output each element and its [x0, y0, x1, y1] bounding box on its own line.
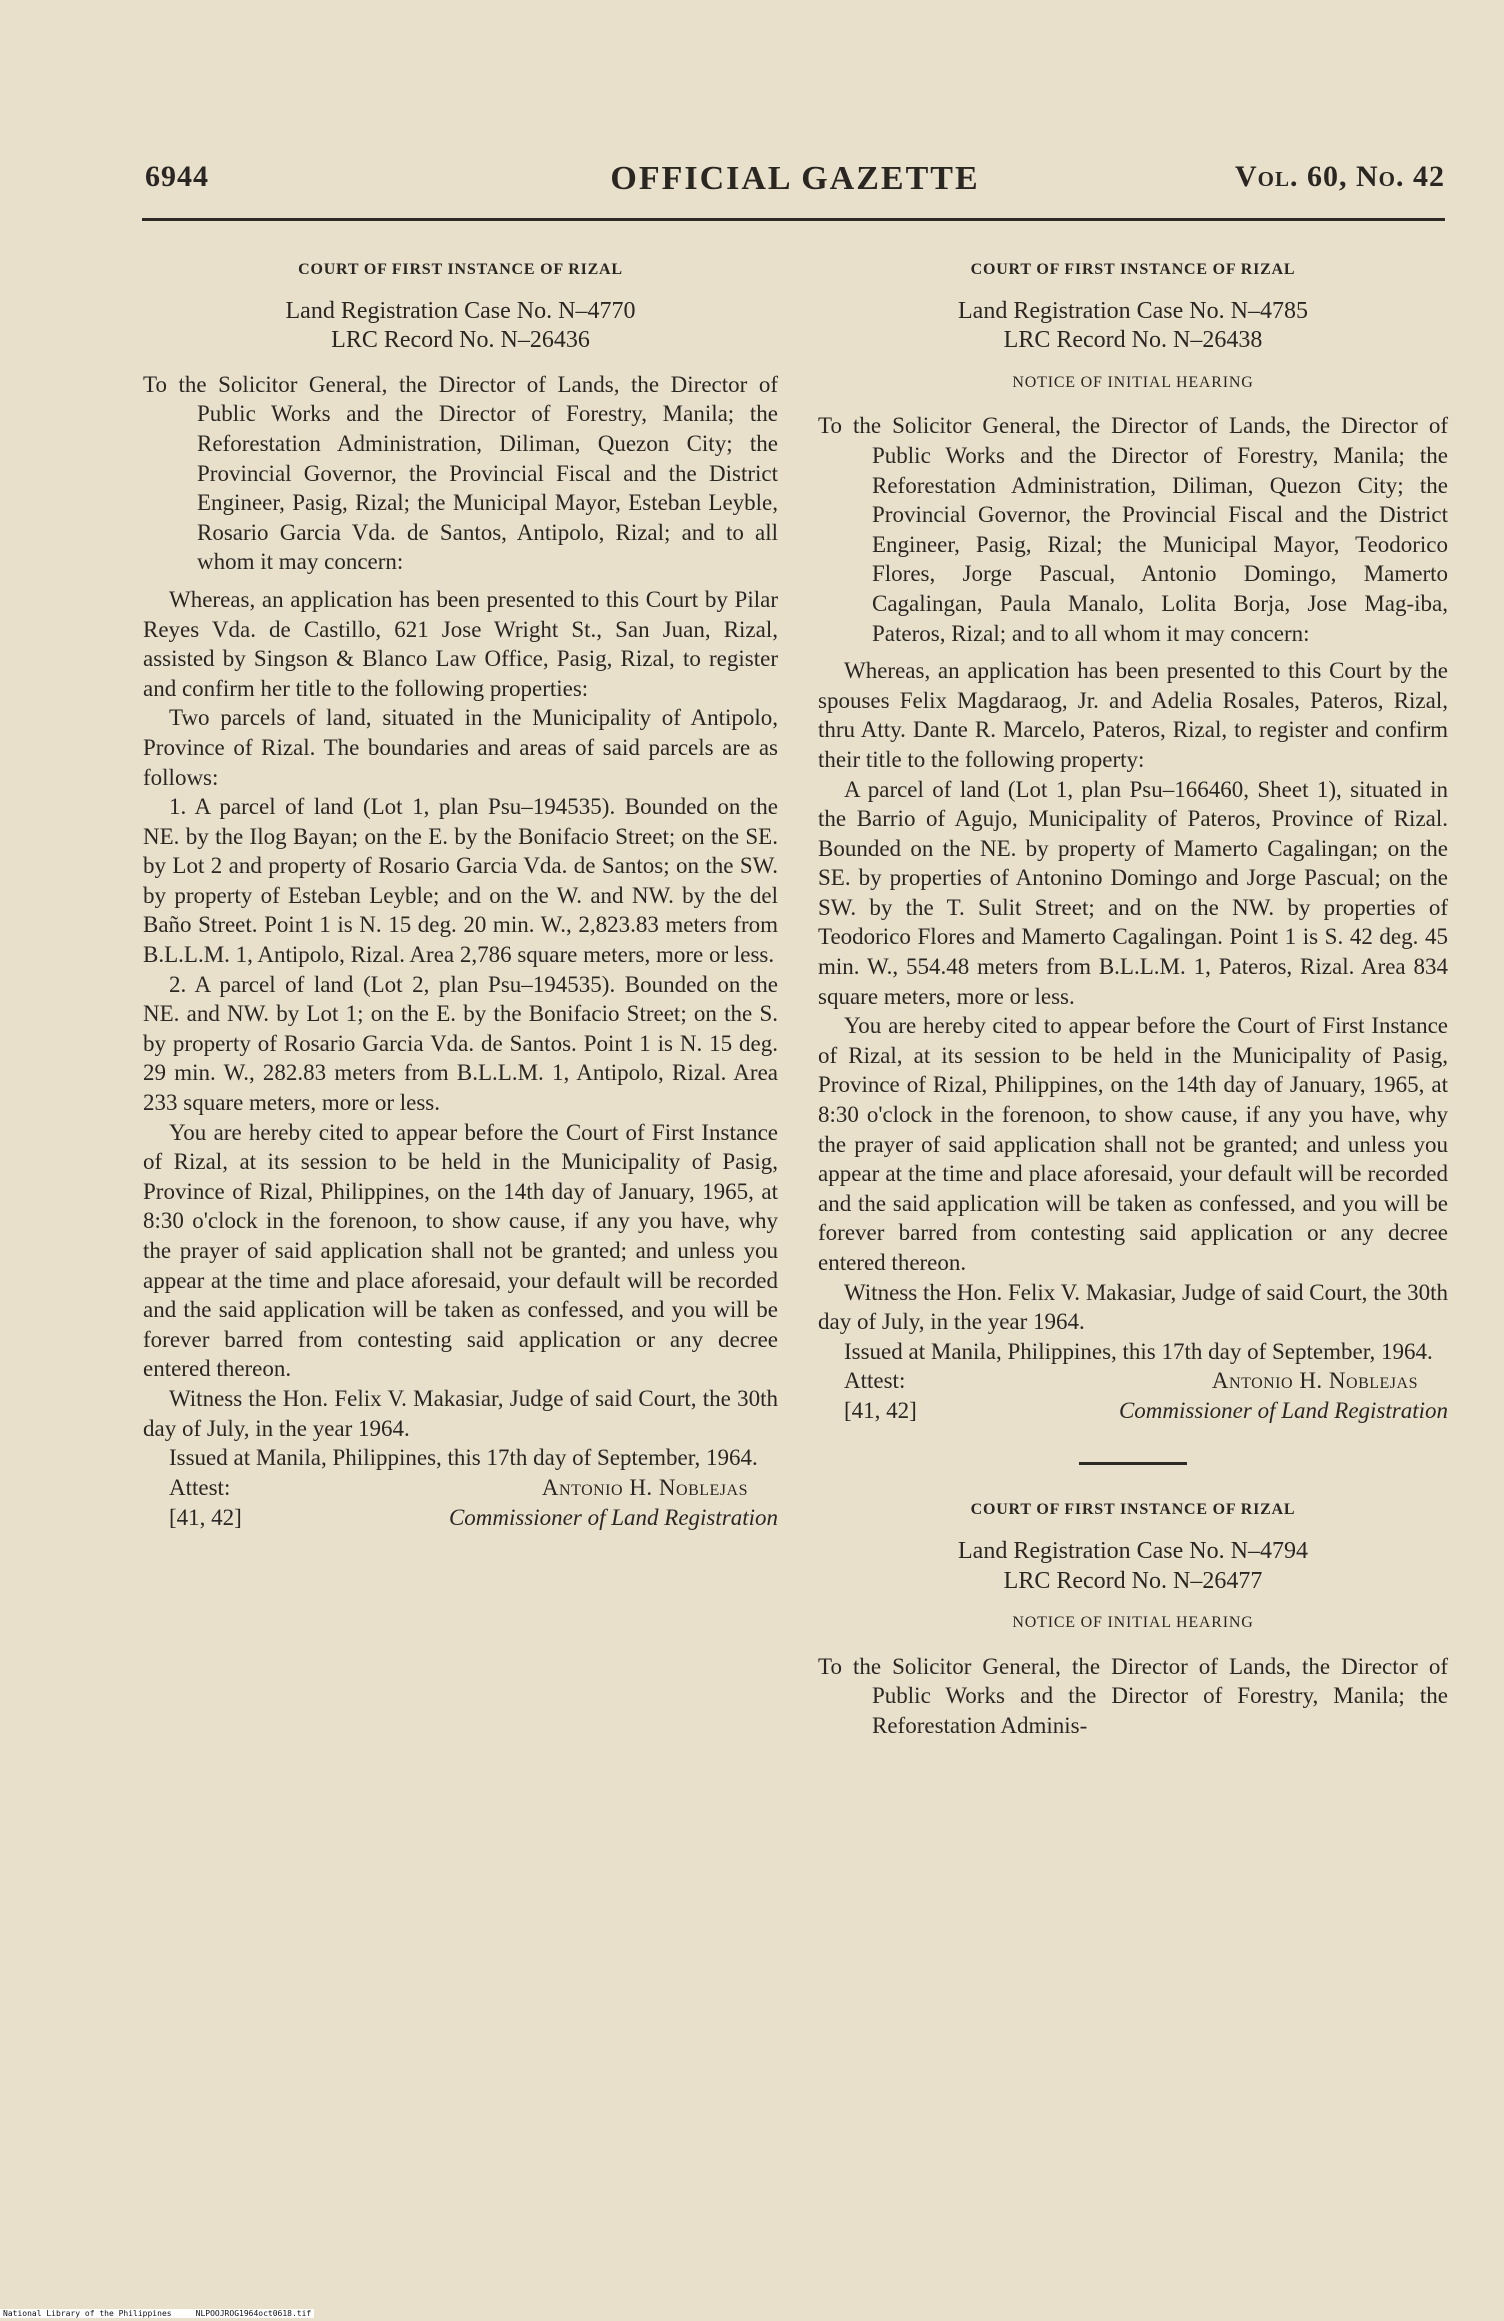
case-number: Land Registration Case No. N–4770 — [285, 297, 636, 324]
left-column — [143, 255, 778, 1533]
addressees: To the Solicitor General, the Director of Lands, the Director of Public Works and the Director of Forestry, Manila; the Reforestation Adminis- — [818, 1653, 1448, 1738]
signer-title: Commissioner of Land Registration — [1118, 1398, 1448, 1424]
attest-label: Attest: — [844, 1368, 906, 1394]
addressees: To the Solicitor General, the Director of Lands, the Director of Public Works and the Director of Forestry, Manila; the Reforestation Administration, Diliman, Quezon City; the Provincial Governor, the Provincial Fiscal and the District Engineer, Pasig, Rizal; the Municipal Mayor, Teodorico Flores, Jorge Pascual, Antonio Domingo, Mamerto Cagalingan, Paula Manalo, Lolita Borja, Jose Mag-iba, Pateros, Rizal; and to all whom it may concern: — [818, 413, 1448, 646]
paragraph: You are hereby cited to appear before the Court of First Instance of Rizal, at its session to be held in the Municipality of Pasig, Province of Rizal, Philippines, on the 14th day of January, 1965, at 8:30 o'clock in the forenoon, to show cause, if any you have, why the prayer of said application shall not be granted; and unless you appear at the time and place aforesaid, your default will be recorded and the said application will be taken as confessed, and you will be forever barred from contesting said application or any decree entered thereon. — [818, 1013, 1448, 1275]
paragraph: Issued at Manila, Philippines, this 17th day of September, 1964. — [844, 1338, 1433, 1364]
notice-heading: NOTICE OF INITIAL HEARING — [1012, 1614, 1254, 1632]
paragraph: 1. A parcel of land (Lot 1, plan Psu–194535). Bounded on the NE. by the Ilog Bayan; on the E. by the Bonifacio Street; on the SE. by Lot 2 and property of Rosario Garcia Vda. de Santos; on the SW. by property of Esteban Leyble; and on the W. and NW. by the del Baño Street. Point 1 is N. 15 deg. 20 min. W., 2,823.83 meters from B.L.L.M. 1, Antipolo, Rizal. Area 2,786 square meters, more or less. — [143, 794, 778, 968]
attest-line — [143, 1473, 778, 1503]
paragraph: 2. A parcel of land (Lot 2, plan Psu–194535). Bounded on the NE. and NW. by Lot 1; on the E. by the Bonifacio Street; on the S. by property of Rosario Garcia Vda. de Santos. Point 1 is N. 15 deg. 29 min. W., 282.83 meters from B.L.L.M. 1, Antipolo, Rizal. Area 233 square meters, more or less. — [143, 971, 778, 1116]
issue-reference: [41, 42] — [844, 1398, 917, 1424]
issue-reference: [41, 42] — [169, 1504, 242, 1530]
right-column — [818, 255, 1448, 1741]
paragraph: Issued at Manila, Philippines, this 17th day of September, 1964. — [169, 1445, 758, 1471]
paragraph: Witness the Hon. Felix V. Makasiar, Judge of said Court, the 30th day of July, in the year 1964. — [143, 1385, 778, 1441]
case-number: Land Registration Case No. N–4794 — [958, 1537, 1308, 1564]
court-heading: COURT OF FIRST INSTANCE OF RIZAL — [970, 261, 1296, 278]
paragraph: A parcel of land (Lot 1, plan Psu–166460, Sheet 1), situated in the Barrio of Agujo, Municipality of Pateros, Province of Rizal. Bounded on the NE. by property of Mamerto Cagalingan; on the SE. by properties of Antonino Domingo and Jorge Pascual; on the SW. by the T. Sulit Street; and on the NW. by properties of Teodorico Flores and Mamerto Cagalingan. Point 1 is S. 42 deg. 45 min. W., 554.48 meters from B.L.L.M. 1, Pateros, Rizal. Area 834 square meters, more or less. — [818, 776, 1448, 1009]
scan-footer: National Library of the Philippines NLPOOJROG1964oct0618.tif — [0, 2309, 314, 2318]
court-heading: COURT OF FIRST INSTANCE OF RIZAL — [970, 1501, 1296, 1519]
record-number: LRC Record No. N–26438 — [1003, 327, 1263, 354]
attest-label: Attest: — [169, 1474, 231, 1500]
court-heading: COURT OF FIRST INSTANCE OF RIZAL — [298, 261, 623, 278]
signer-title: Commissioner of Land Registration — [448, 1504, 778, 1530]
paragraph: You are hereby cited to appear before the Court of First Instance of Rizal, at its session to be held in the Municipality of Pasig, Province of Rizal, Philippines, on the 14th day of January, 1965, at 8:30 o'clock in the forenoon, to show cause, if any you have, why the prayer of said application shall not be granted; and unless you appear at the time and place aforesaid, your default will be recorded and the said application will be taken as confessed, and you will be forever barred from contesting said application or any decree entered thereon. — [143, 1119, 778, 1382]
page-header — [145, 160, 1445, 210]
paragraph: Witness the Hon. Felix V. Makasiar, Judge of said Court, the 30th day of July, in the year 1964. — [818, 1279, 1448, 1335]
paragraph: Whereas, an application has been presented to this Court by Pilar Reyes Vda. de Castillo, 621 Jose Wright St., San Juan, Rizal, assisted by Singson & Blanco Law Office, Pasig, Rizal, to register and confirm her title to the following properties: — [143, 586, 778, 701]
signer-name: Antonio H. Noblejas — [541, 1474, 748, 1500]
addressees: To the Solicitor General, the Director of Lands, the Director of Public Works and the Director of Forestry, Manila; the Reforestation Administration, Diliman, Quezon City; the Provincial Governor, the Provincial Fiscal and the District Engineer, Pasig, Rizal; the Municipal Mayor, Esteban Leyble, Rosario Garcia Vda. de Santos, Antipolo, Rizal; and to all whom it may concern: — [143, 371, 778, 575]
section-divider — [1079, 1462, 1187, 1465]
case-number: Land Registration Case No. N–4785 — [958, 297, 1308, 324]
publication-title: OFFICIAL GAZETTE — [610, 160, 980, 197]
page-number: 6944 — [145, 160, 209, 193]
volume-label: Vol. 60, No. 42 — [1234, 160, 1445, 193]
header-rule — [142, 218, 1445, 221]
record-number: LRC Record No. N–26477 — [1003, 1567, 1263, 1594]
attest-line — [818, 1366, 1448, 1396]
signer-line — [818, 1396, 1448, 1426]
notice-heading: NOTICE OF INITIAL HEARING — [1012, 373, 1254, 391]
signer-line — [143, 1503, 778, 1533]
paragraph: Whereas, an application has been presented to this Court by the spouses Felix Magdaraog, Jr. and Adelia Rosales, Pateros, Rizal, thru Atty. Dante R. Marcelo, Pateros, Rizal, to register and confirm their title to the following property: — [818, 658, 1448, 772]
signer-name: Antonio H. Noblejas — [1211, 1368, 1418, 1394]
paragraph: Two parcels of land, situated in the Municipality of Antipolo, Province of Rizal. The boundaries and areas of said parcels are as follows: — [143, 705, 778, 790]
record-number: LRC Record No. N–26436 — [331, 327, 590, 354]
